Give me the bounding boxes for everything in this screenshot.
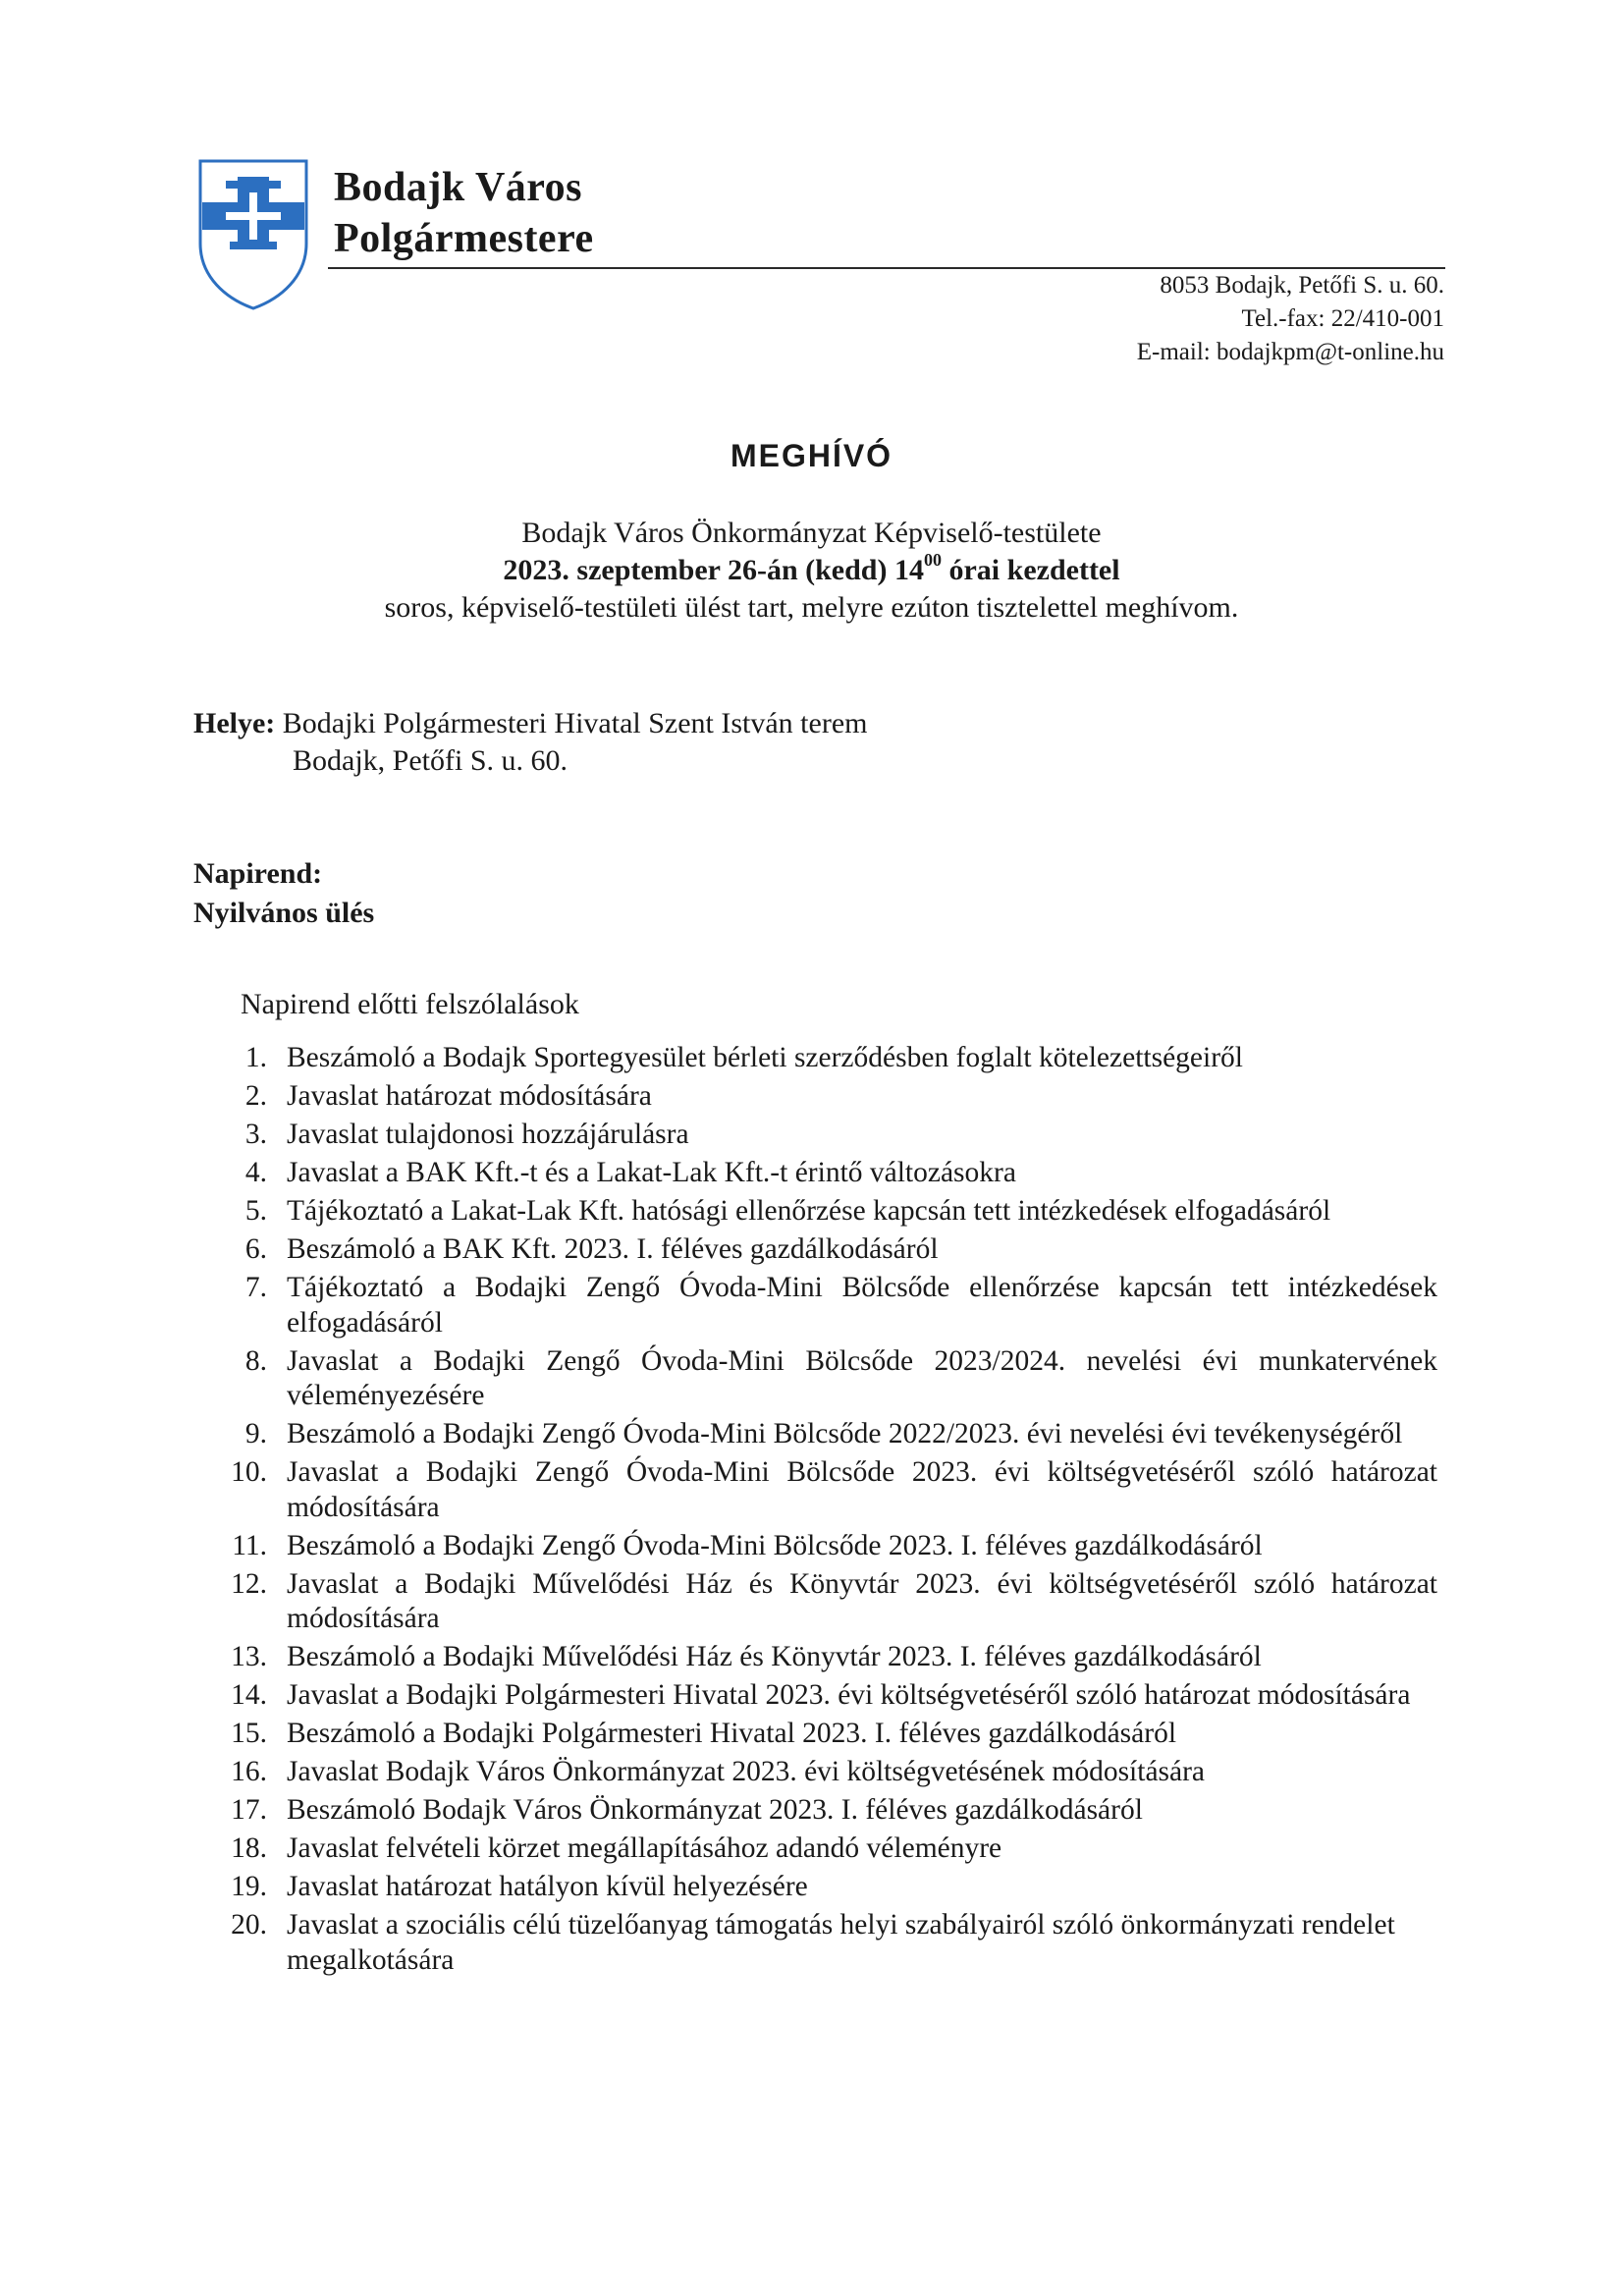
agenda-item-text: Beszámoló a BAK Kft. 2023. I. féléves gazdálkodásáról [287,1233,939,1265]
agenda-heading: Napirend: [193,857,323,890]
agenda-item [224,1156,1437,1191]
agenda-item-text: Javaslat a Bodajki Zengő Óvoda-Mini Bölcsőde 2023. évi költségvetéséről szóló határozat módosítására [287,1456,1437,1523]
agenda-item-number: 11. [232,1529,267,1561]
agenda-item-number: 19. [231,1871,267,1902]
agenda-item-number: 5. [244,1195,267,1227]
agenda-item-number: 7. [244,1272,267,1303]
agenda-item-text: Javaslat határozat hatályon kívül helyezésére [287,1871,808,1902]
meeting-date-line [0,552,1623,589]
organization-name [334,162,594,264]
agenda-item [224,1640,1437,1675]
agenda-item-text: Beszámoló a Bodajki Zengő Óvoda-Mini Bölcsőde 2022/2023. évi nevelési évi tevékenységéről [287,1418,1403,1449]
agenda-item-text: Beszámoló a Bodajki Zengő Óvoda-Mini Bölcsőde 2023. I. féléves gazdálkodásáról [287,1529,1263,1561]
agenda-item-text: Tájékoztató a Lakat-Lak Kft. hatósági ellenőrzése kapcsán tett intézkedések elfogadásáról [287,1195,1331,1227]
agenda-item [224,1717,1437,1752]
agenda-item [224,1755,1437,1790]
agenda-item [224,1831,1437,1867]
agenda-item-text: Beszámoló a Bodajk Sportegyesület bérleti szerződésben foglalt kötelezettségeiről [287,1042,1243,1073]
organization-name-line1: Bodajk Város [334,165,583,210]
agenda-item [224,1793,1437,1829]
agenda-item-number: 18. [231,1832,267,1864]
agenda-item-number: 2. [244,1080,267,1112]
agenda-item [224,1567,1437,1637]
agenda-heading-block [193,854,374,933]
meeting-date-tail: órai kezdettel [941,554,1120,586]
venue-block [193,705,867,780]
agenda-item [224,1678,1437,1714]
agenda-item [224,1232,1437,1268]
venue-line2: Bodajk, Petőfi S. u. 60. [293,744,568,777]
contact-phone: Tel.-fax: 22/410-001 [1241,305,1444,332]
agenda-item-number: 6. [244,1233,267,1265]
agenda-item-number: 16. [231,1756,267,1787]
agenda-item-number: 14. [231,1679,267,1711]
meeting-date: 2023. szeptember 26-án (kedd) 14 [503,554,924,586]
venue-label: Helye: [193,707,276,739]
agenda-item-text: Javaslat a szociális célú tüzelőanyag támogatás helyi szabályairól szóló önkormányzati rendelet megalkotására [287,1909,1395,1976]
intro-line1: Bodajk Város Önkormányzat Képviselő-testülete [521,517,1102,549]
agenda-item [224,1870,1437,1905]
agenda-item-text: Javaslat a BAK Kft.-t és a Lakat-Lak Kft.-t érintő változásokra [287,1157,1016,1188]
agenda-item-text: Beszámoló a Bodajki Művelődési Ház és Könyvtár 2023. I. féléves gazdálkodásáról [287,1641,1262,1672]
agenda-item-number: 8. [244,1344,267,1377]
pre-agenda-item: Napirend előtti felszólalások [241,988,579,1020]
agenda-item [224,1194,1437,1230]
agenda-item-number: 10. [231,1456,267,1488]
agenda-item-text: Javaslat felvételi körzet megállapításához adandó véleményre [287,1832,1002,1864]
agenda-item-number: 13. [231,1641,267,1672]
meeting-time-minutes: 00 [923,550,942,570]
agenda-item [224,1529,1437,1564]
agenda-item [224,1118,1437,1153]
agenda-item-number: 4. [244,1157,267,1188]
agenda-item-text: Javaslat a Bodajki Művelődési Ház és Könyvtár 2023. évi költségvetéséről szóló határozat módosítására [287,1567,1437,1634]
agenda-item-number: 20. [231,1909,267,1941]
contact-email: E-mail: bodajkpm@t-online.hu [1136,339,1444,365]
agenda-item [224,1271,1437,1340]
agenda-item-number: 17. [231,1794,267,1826]
document-title: MEGHÍVÓ [730,438,893,473]
agenda-item-text: Tájékoztató a Bodajki Zengő Óvoda-Mini Bölcsőde ellenőrzése kapcsán tett intézkedések elfogadásáról [287,1272,1437,1339]
agenda-item-text: Javaslat a Bodajki Polgármesteri Hivatal 2023. évi költségvetéséről szóló határozat módosítására [287,1679,1411,1711]
agenda-item [224,1079,1437,1115]
agenda-item [224,1455,1437,1525]
agenda-item-number: 12. [231,1567,267,1600]
agenda-item [224,1041,1437,1076]
agenda-item [224,1344,1437,1414]
agenda-item-text: Javaslat határozat módosítására [287,1080,652,1112]
organization-name-line2: Polgármestere [334,216,594,261]
agenda-item [224,1908,1437,1978]
agenda-item-text: Javaslat Bodajk Város Önkormányzat 2023. évi költségvetésének módosítására [287,1756,1206,1787]
agenda-item-text: Javaslat tulajdonosi hozzájárulásra [287,1119,689,1150]
agenda-item-text: Beszámoló Bodajk Város Önkormányzat 2023. I. féléves gazdálkodásáról [287,1794,1143,1826]
agenda-item [224,1417,1437,1452]
contact-block [1137,269,1444,369]
intro-line3: soros, képviselő-testületi ülést tart, melyre ezúton tisztelettel meghívom. [384,591,1239,624]
contact-address: 8053 Bodajk, Petőfi S. u. 60. [1160,272,1444,299]
agenda-subheading: Nyilvános ülés [193,897,375,929]
agenda-item-text: Beszámoló a Bodajki Polgármesteri Hivatal 2023. I. féléves gazdálkodásáról [287,1718,1177,1749]
agenda-item-number: 9. [244,1418,267,1449]
invitation-intro [0,515,1623,627]
agenda-item-text: Javaslat a Bodajki Zengő Óvoda-Mini Bölcsőde 2023/2024. nevelési évi munkatervének véleményezésére [287,1344,1437,1411]
agenda-item-number: 15. [231,1718,267,1749]
agenda-list [224,1041,1437,1982]
agenda-item-number: 1. [244,1042,267,1073]
coat-of-arms-icon [196,157,310,312]
agenda-item-number: 3. [244,1119,267,1150]
venue-line1: Bodajki Polgármesteri Hivatal Szent István terem [275,707,868,739]
